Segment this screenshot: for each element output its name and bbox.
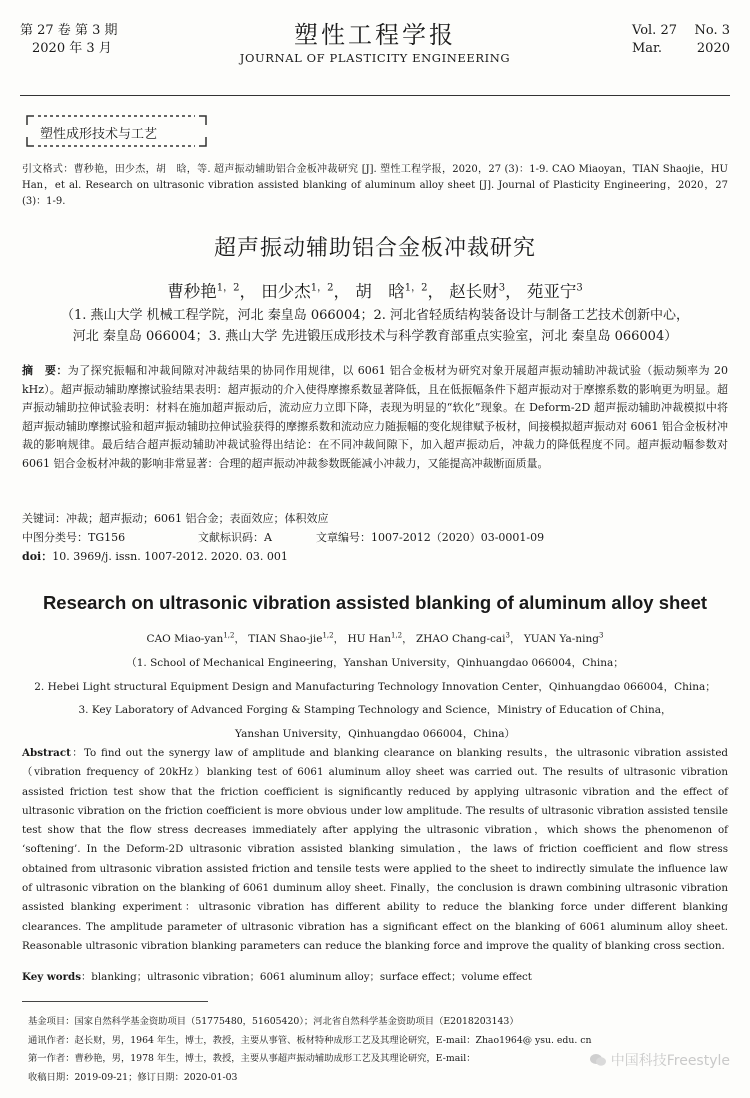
watermark xyxy=(589,1050,730,1070)
abstract-label: 摘 要： xyxy=(22,364,68,377)
author-name: TIAN Shao-jie xyxy=(248,633,323,645)
chat-bubble-icon xyxy=(589,1053,607,1067)
chinese-title: 超声振动辅助铝合金板冲裁研究 xyxy=(213,236,536,261)
author-name: CAO Miao-yan xyxy=(146,633,224,645)
author-name: 苑亚宁 xyxy=(526,282,577,301)
affiliation-line: （1. 燕山大学 机械工程学院，河北 秦皇岛 066004；2. 河北省轻质结构装备设计与制备工艺技术创新中心， xyxy=(60,308,690,323)
author-affil-mark: 1，2 xyxy=(404,282,428,294)
author-affil-mark: 3 xyxy=(505,631,511,640)
clc-label: 中图分类号： xyxy=(22,531,88,544)
articleno-label: 文章编号： xyxy=(316,531,371,544)
month-label: Mar. xyxy=(632,41,662,56)
doi-link[interactable]: 10. 3969/j. issn. 1007-2012. 2020. 03. 001 xyxy=(52,550,288,563)
author-name: 赵长财 xyxy=(449,282,499,301)
journal-header xyxy=(20,22,730,78)
abstract-text: 为了探究振幅和冲裁间隙对冲裁结果的协同作用规律，以 6061 铝合金板材为研究对象开展超声振动辅助冲裁试验（振动频率为 20 kHz）。超声振动辅助摩擦试验结果表明：超声振动的介入使得摩擦系数显著降低，且在低振幅条件下超声振动对于摩擦系数的影响更为明显。超声振动辅助拉伸试验表明：材料在施加超声振动后，流动应力立即下降，表现为明显的“软化”现象。在 Deform-2D 超声振动辅助冲裁模拟中将超声振动辅助摩擦试验和超声振动辅助拉伸试验获得的摩擦系数和流动应力随振幅的变化规律赋予板材，间接模拟超声振动对 6061 铝合金板材冲裁的影响规律。最后结合超声振动辅助冲裁试验得出结论：在不同冲裁间隙下，加入超声振动后，冲裁力的降低程度不同。超声振动幅参数对 6061 铝合金板材冲裁的影响非常显著：合理的超声振动冲裁参数既能减小冲裁力，又能提高冲裁断面质量。 xyxy=(22,364,729,470)
author-name: ZHAO Chang-cai xyxy=(415,633,506,645)
chinese-authors: 曹秒艳$^{1,2}$， 田少杰$^{1,2}$， 胡 晗$^{1,2}$， 赵长财$^3$， 苑亚宁$^3$ xyxy=(167,282,583,301)
author-affil-mark: 3 xyxy=(576,282,583,294)
keywords-label: Key words xyxy=(22,971,81,983)
author-name: YUAN Ya-ning xyxy=(523,633,599,645)
author-affil-mark: 3 xyxy=(498,282,506,294)
section-label: 塑性成形技术与工艺 xyxy=(40,127,158,142)
volume-label: Vol. 27 xyxy=(632,23,677,38)
author-affil-mark: 1，2 xyxy=(216,282,240,294)
chinese-keywords xyxy=(22,510,728,529)
english-authors: CAO Miao-yan$^{1,2}$， TIAN Shao-jie$^{1,2}$， HU Han$^{1,2}$， ZHAO Chang-cai$^3$， YUAN Ya-ning$^3$ xyxy=(146,631,604,645)
journal-title: 塑性工程学报 xyxy=(294,21,456,49)
english-abstract xyxy=(22,744,728,956)
english-keywords xyxy=(22,968,728,986)
affiliation-line: 2. Hebei Light structural Equipment Design and Manufacturing Technology Innovation Center，Qinhuangdao 066004，China； xyxy=(34,680,716,693)
received-date-note: 收稿日期：2019-09-21；修订日期：2020-01-03 xyxy=(28,1071,238,1083)
affiliation-line: 3. Key Laboratory of Advanced Forging & Stamping Technology and Science，Ministry of Education of China， xyxy=(78,704,672,716)
journal-title-block xyxy=(20,20,730,66)
abstract-label: Abstract xyxy=(22,747,71,759)
affiliation-line: （1. School of Mechanical Engineering，Yanshan University，Qinhuangdao 066004，China； xyxy=(126,657,624,669)
doccode-value: A xyxy=(264,531,272,544)
corresponding-author-note: 通讯作者：赵长财，男，1964 年生，博士，教授，主要从事管、板材特种成形工艺及其理论研究，E-mail：Zhao1964@ ysu. edu. cn xyxy=(28,1034,592,1046)
english-affiliations xyxy=(22,652,728,746)
author-affil-mark: 3 xyxy=(598,631,604,640)
citation-format: 引文格式：曹秒艳，田少杰，胡 晗，等. 超声振动辅助铝合金板冲裁研究 [J]. 塑性工程学报，2020，27 (3)：1-9. CAO Miaoyan，TIAN Shaojie，HU Han，et al. Research on ultrasonic vibration assisted blanking of aluminum alloy sheet [J]. Journal of Plasticity Engineering，2020，27 (3)：1-9. xyxy=(22,164,728,207)
keywords-text: ：blanking；ultrasonic vibration；6061 aluminum alloy；surface effect；volume effect xyxy=(81,971,532,983)
english-title: Research on ultrasonic vibration assisted blanking of aluminum alloy sheet xyxy=(42,592,708,613)
author-name: 曹秒艳 xyxy=(167,282,217,301)
doccode-label: 文献标识码： xyxy=(198,531,264,544)
keywords-text: 冲裁；超声振动；6061 铝合金；表面效应；体积效应 xyxy=(66,512,329,525)
chinese-affiliations xyxy=(22,305,728,347)
author-affil-mark: 1，2 xyxy=(310,282,334,294)
volume-issue-line: 第 27 卷 第 3 期 xyxy=(20,23,118,38)
date-line: 2020 年 3 月 xyxy=(32,41,112,56)
author-name: HU Han xyxy=(347,633,391,645)
volume-issue-en xyxy=(632,22,730,58)
watermark-text: 中国科技Freestyle xyxy=(610,1053,730,1069)
volume-row xyxy=(632,22,730,40)
first-author-note: 第一作者：曹秒艳，男，1978 年生，博士，教授，主要从事超声振动辅助成形工艺及其理论研究，E-mail： xyxy=(28,1053,476,1065)
keywords-label: 关键词： xyxy=(22,512,66,525)
doi-row xyxy=(22,548,728,567)
journal-subtitle: JOURNAL OF PLASTICITY ENGINEERING xyxy=(239,51,511,65)
author-affil-mark: 1,2 xyxy=(322,631,334,640)
abstract-text: ：To find out the synergy law of amplitude and blanking clearance on blanking results，the ultrasonic vibration assisted（vibration frequency of 20kHz）blanking test of 6061 aluminum alloy sheet was carried out. The results of ultrasonic vibration assisted friction test show that the friction coefficient is significantly reduced by applying ultrasonic vibration and the effect of ultrasonic vibration on the friction coefficient is more obvious under low amplitude. The results of ultrasonic vibration assisted tensile test show that the flow stress decreases immediately after applying the ultrasonic vibration，which shows the phenomenon of ‘softening’. In the Deform-2D ultrasonic vibration assisted blanking simulation，the laws of friction coefficient and flow stress obtained from ultrasonic vibration assisted friction and tensile tests were applied to the sheet to indirectly simulate the influence law of ultrasonic vibration on the blanking of 6061 duminum alloy sheet. Finally，the conclusion is drawn combining ultrasonic vibration assisted blanking experiment：ultrasonic vibration has different ability to reduce the blanking force under different blanking clearances. The amplitude parameter of ultrasonic vibration has a significant effect on the blanking of 6061 aluminum alloy sheet. Reasonable ultrasonic vibration blanking parameters can reduce the blanking force and improve the quality of blanking cross section. xyxy=(22,747,728,952)
affiliation-line: Yanshan University，Qinhuangdao 066004，China） xyxy=(234,727,516,740)
issue-label: No. 3 xyxy=(694,23,730,38)
chinese-abstract xyxy=(22,362,728,473)
funding-note: 基金项目：国家自然科学基金资助项目（51775480，51605420）；河北省自然科学基金资助项目（E2018203143） xyxy=(28,1016,519,1027)
classification-row xyxy=(22,529,728,548)
author-affil-mark: 1,2 xyxy=(223,631,235,640)
author-affil-mark: 1,2 xyxy=(390,631,403,640)
affiliation-line: 河北 秦皇岛 066004；3. 燕山大学 先进锻压成形技术与科学教育部重点实验室，河北 秦皇岛 066004） xyxy=(72,329,678,344)
doi-label: doi： xyxy=(22,550,53,563)
header-rule xyxy=(20,95,730,96)
year-label: 2020 xyxy=(696,41,730,56)
month-row xyxy=(632,40,730,58)
articleno-value: 1007-2012（2020）03-0001-09 xyxy=(371,531,545,544)
clc-value: TG156 xyxy=(88,531,126,544)
footnote-rule xyxy=(22,1001,208,1002)
author-name: 田少杰 xyxy=(261,282,311,301)
author-name: 胡 晗 xyxy=(355,282,405,301)
section-tag xyxy=(24,113,209,149)
